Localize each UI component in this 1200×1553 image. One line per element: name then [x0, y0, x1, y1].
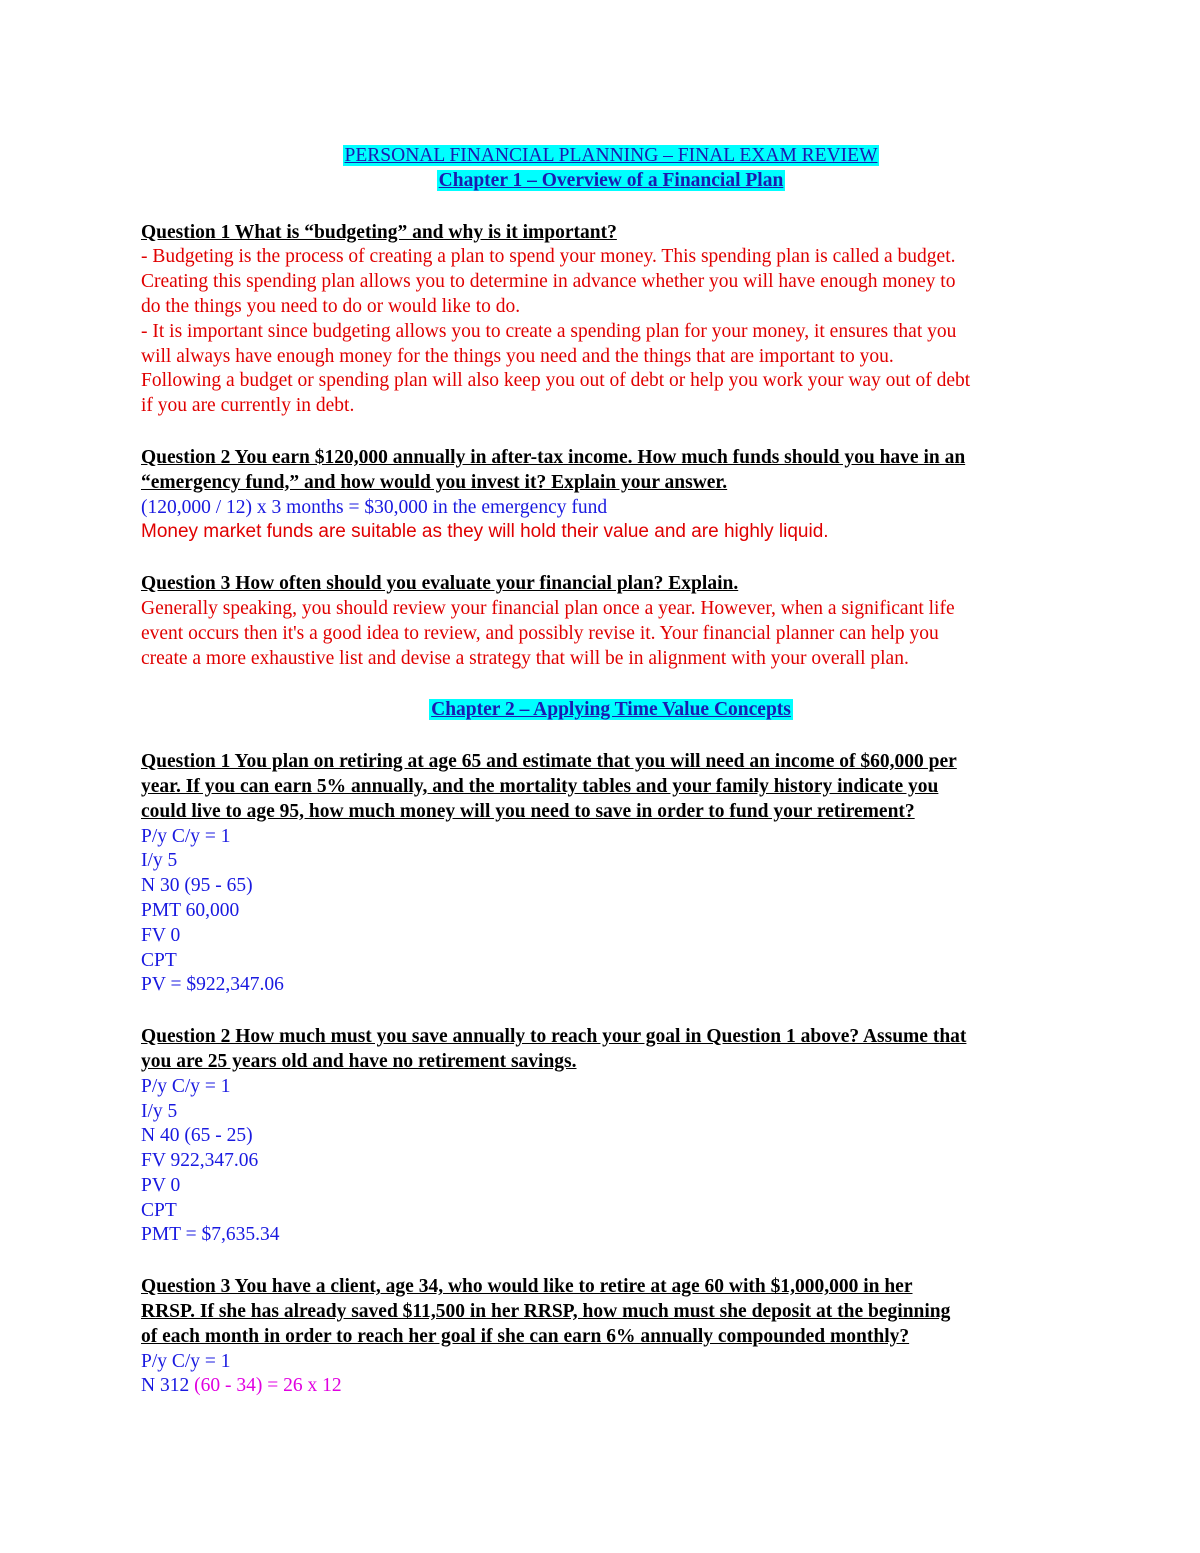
ch2-q3-question-line: Question 3 You have a client, age 34, who would like to retire at age 60 with $1,000,000 in her	[141, 1276, 913, 1298]
ch2-q3-calc-line: P/y C/y = 1	[141, 1350, 231, 1372]
ch2-q2-calc-line: PV 0	[141, 1174, 181, 1196]
ch1-q1-answer	[141, 245, 1081, 419]
ch1-q1-answer-line: Creating this spending plan allows you to determine in advance whether you will have enough money to	[141, 271, 956, 293]
ch2-q2-calc-line: CPT	[141, 1199, 177, 1221]
ch2-q3-question-line: RRSP. If she has already saved $11,500 in her RRSP, how much must she deposit at the beginning	[141, 1301, 951, 1323]
ch1-q2-answer: Money market funds are suitable as they will hold their value and are highly liquid.	[141, 521, 829, 543]
ch2-q2-calc-line: P/y C/y = 1	[141, 1075, 231, 1097]
ch1-q2-question-line: Question 2 You earn $120,000 annually in after-tax income. How much funds should you have in an	[141, 446, 966, 468]
ch1-q1-answer-line: if you are currently in debt.	[141, 395, 355, 417]
ch1-q3-answer-line: create a more exhaustive list and devise a strategy that will be in alignment with your overall plan.	[141, 647, 909, 669]
ch1-q3-answer-line: Generally speaking, you should review your financial plan once a year. However, when a significant life	[141, 597, 955, 619]
ch2-q3-calc-n-note: (60 - 34) = 26 x 12	[194, 1375, 342, 1397]
ch2-q3-calc-n: N 312	[141, 1375, 190, 1397]
document-title-line	[141, 144, 1081, 169]
ch2-q1-question-line: Question 1 You plan on retiring at age 65 and estimate that you will need an income of $60,000 per	[141, 751, 957, 773]
ch2-q1-calc-line: PMT 60,000	[141, 899, 240, 921]
ch2-q1-calc-line: FV 0	[141, 924, 181, 946]
document-content	[141, 144, 1081, 1399]
ch1-q1-answer-line: - It is important since budgeting allows you to create a spending plan for your money, it ensures that you	[141, 320, 957, 342]
chapter1-heading-line	[141, 169, 1081, 194]
ch2-q3-question-line: of each month in order to reach her goal if she can earn 6% annually compounded monthly?	[141, 1325, 910, 1347]
ch2-q2-calc-line: PMT = $7,635.34	[141, 1224, 280, 1246]
ch1-q2-question-line: “emergency fund,” and how would you invest it? Explain your answer.	[141, 471, 728, 493]
ch2-q1-question-line: could live to age 95, how much money will you need to save in order to fund your retirement?	[141, 800, 915, 822]
ch1-q1-answer-line: do the things you need to do or would like to do.	[141, 295, 521, 317]
ch1-q1-answer-line: - Budgeting is the process of creating a plan to spend your money. This spending plan is called a budget.	[141, 246, 956, 268]
ch2-q2-calc	[141, 1075, 1081, 1249]
ch2-q1-question-line: year. If you can earn 5% annually, and the mortality tables and your family history indicate you	[141, 775, 939, 797]
ch2-q1-calc-line: P/y C/y = 1	[141, 825, 231, 847]
ch1-q1-answer-line: will always have enough money for the things you need and the things that are important to you.	[141, 345, 894, 367]
ch2-q3-calc-n-line	[141, 1374, 1081, 1399]
ch1-q2-calc: (120,000 / 12) x 3 months = $30,000 in the emergency fund	[141, 496, 608, 518]
document-title: PERSONAL FINANCIAL PLANNING – FINAL EXAM REVIEW	[344, 145, 878, 166]
ch2-q1-calc	[141, 825, 1081, 999]
ch2-q1-calc-line: N 30 (95 - 65)	[141, 875, 253, 897]
ch2-q2-question-line: Question 2 How much must you save annually to reach your goal in Question 1 above? Assume that	[141, 1026, 967, 1048]
ch2-q1-calc-line: PV = $922,347.06	[141, 974, 284, 996]
ch2-q2-question-line: you are 25 years old and have no retirement savings.	[141, 1050, 577, 1072]
chapter2-heading-line	[141, 698, 1081, 723]
ch2-q2-calc-line: I/y 5	[141, 1100, 178, 1122]
ch1-q3-answer	[141, 597, 1081, 671]
ch2-q1-calc-line: I/y 5	[141, 850, 178, 872]
chapter1-heading: Chapter 1 – Overview of a Financial Plan	[438, 169, 784, 191]
ch2-q2-calc-line: N 40 (65 - 25)	[141, 1125, 253, 1147]
ch1-q3-question: Question 3 How often should you evaluate your financial plan? Explain.	[141, 573, 739, 595]
chapter2-heading: Chapter 2 – Applying Time Value Concepts	[431, 699, 791, 721]
ch2-q1-calc-line: CPT	[141, 949, 177, 971]
ch1-q1-answer-line: Following a budget or spending plan will also keep you out of debt or help you work your way out of debt	[141, 370, 971, 392]
ch2-q2-calc-line: FV 922,347.06	[141, 1150, 259, 1172]
ch1-q3-answer-line: event occurs then it's a good idea to review, and possibly revise it. Your financial planner can help you	[141, 622, 939, 644]
ch1-q1-question: Question 1 What is “budgeting” and why is it important?	[141, 221, 617, 243]
